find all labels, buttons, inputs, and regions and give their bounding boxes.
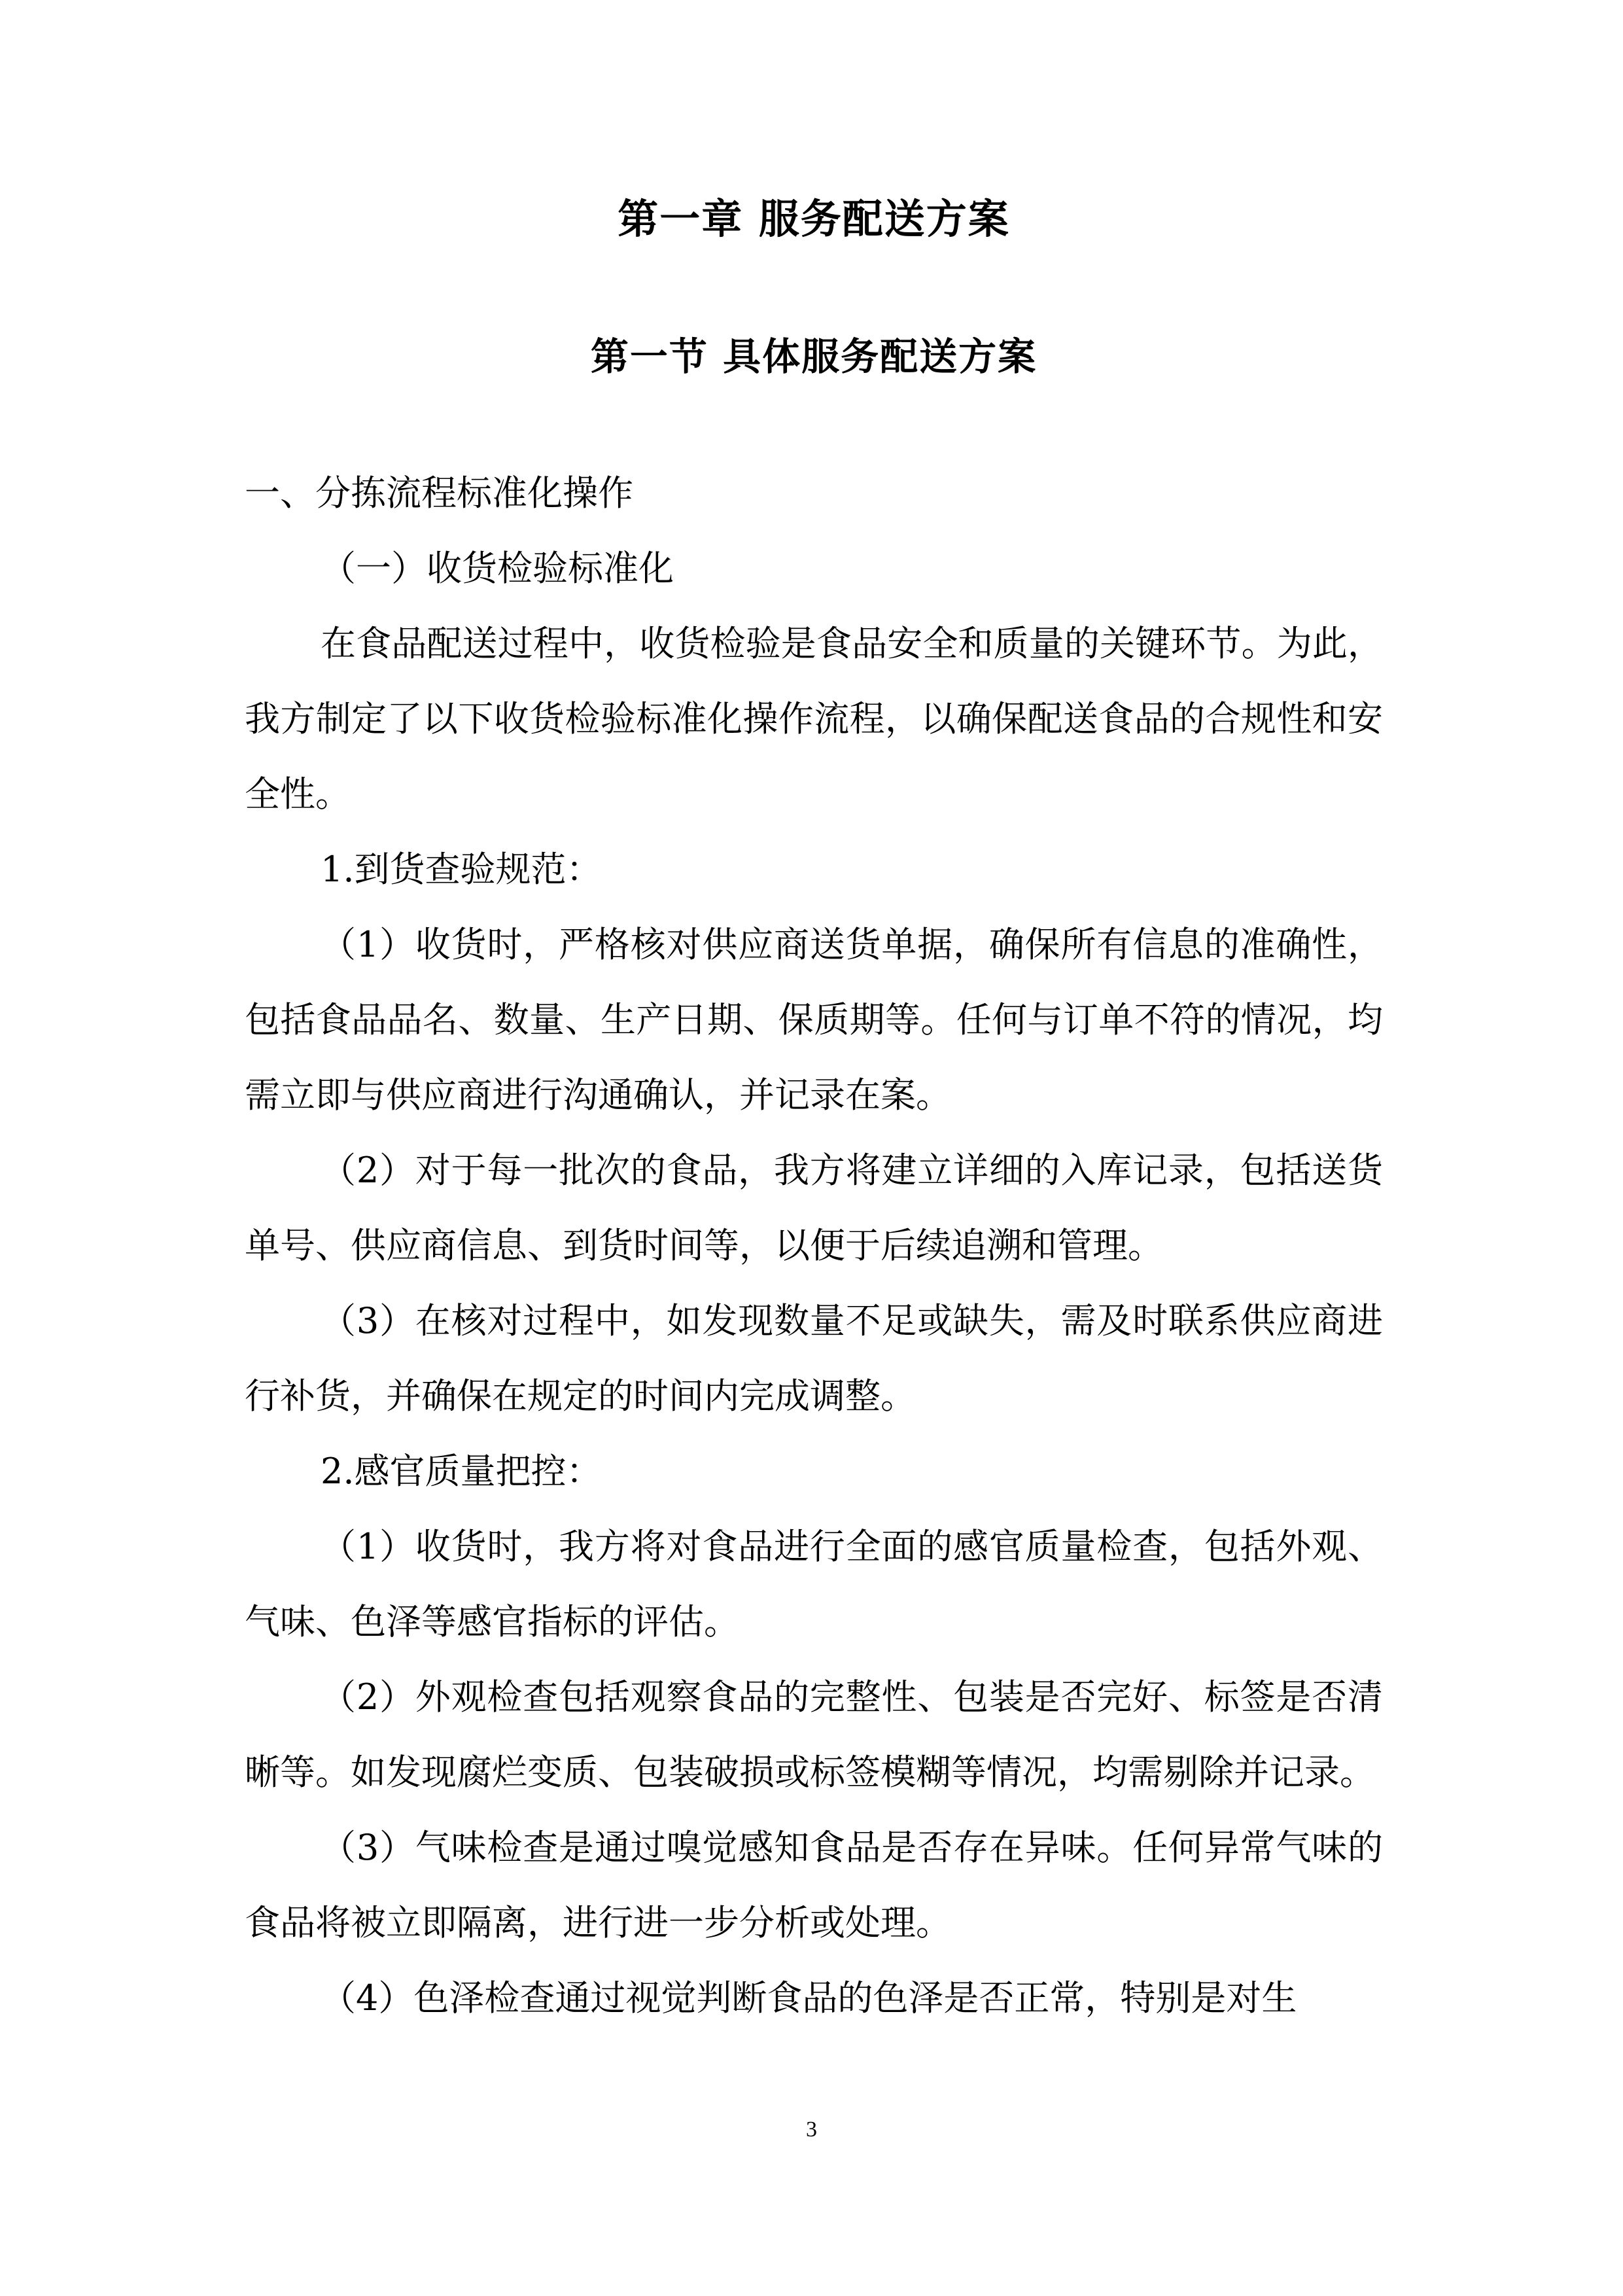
list-item-2-3: （3）气味检查是通过嗅觉感知食品是否存在异味。任何异常气味的食品将被立即隔离，进行进一步分析或处理。: [245, 1827, 1383, 1943]
heading-sorting-process: 一、分拣流程标准化操作: [245, 472, 633, 514]
list-item-2-1: （1）收货时，我方将对食品进行全面的感官质量检查，包括外观、气味、色泽等感官指标的评估。: [245, 1526, 1383, 1642]
list-item-1-1: （1）收货时，严格核对供应商送货单据，确保所有信息的准确性，包括食品品名、数量、生产日期、保质期等。任何与订单不符的情况，均需立即与供应商进行沟通确认，并记录在案。: [245, 924, 1383, 1116]
list-heading-arrival-inspection: 1.到货查验规范：: [321, 849, 602, 890]
chapter-title: 第一章 服务配送方案: [618, 195, 1010, 243]
list-item-2-4: （4）色泽检查通过视觉判断食品的色泽是否正常，特别是对生: [321, 1977, 1297, 2019]
list-item-2-2: （2）外观检查包括观察食品的完整性、包装是否完好、标签是否清晰等。如发现腐烂变质、包装破损或标签模糊等情况，均需剔除并记录。: [245, 1676, 1383, 1793]
page-number: 3: [806, 2117, 817, 2142]
body-text: [245, 455, 1383, 2036]
list-item-1-3: （3）在核对过程中，如发现数量不足或缺失，需及时联系供应商进行补货，并确保在规定的时间内完成调整。: [245, 1300, 1383, 1417]
list-heading-sensory-quality: 2.感官质量把控：: [321, 1451, 602, 1492]
paragraph-intro: 在食品配送过程中，收货检验是食品安全和质量的关键环节。为此，我方制定了以下收货检验标准化操作流程，以确保配送食品的合规性和安全性。: [245, 623, 1383, 815]
subheading-receiving-inspection: （一）收货检验标准化: [321, 548, 674, 589]
section-title: 第一节 具体服务配送方案: [590, 334, 1038, 379]
list-item-1-2: （2）对于每一批次的食品，我方将建立详细的入库记录，包括送货单号、供应商信息、到货时间等，以便于后续追溯和管理。: [245, 1150, 1383, 1266]
